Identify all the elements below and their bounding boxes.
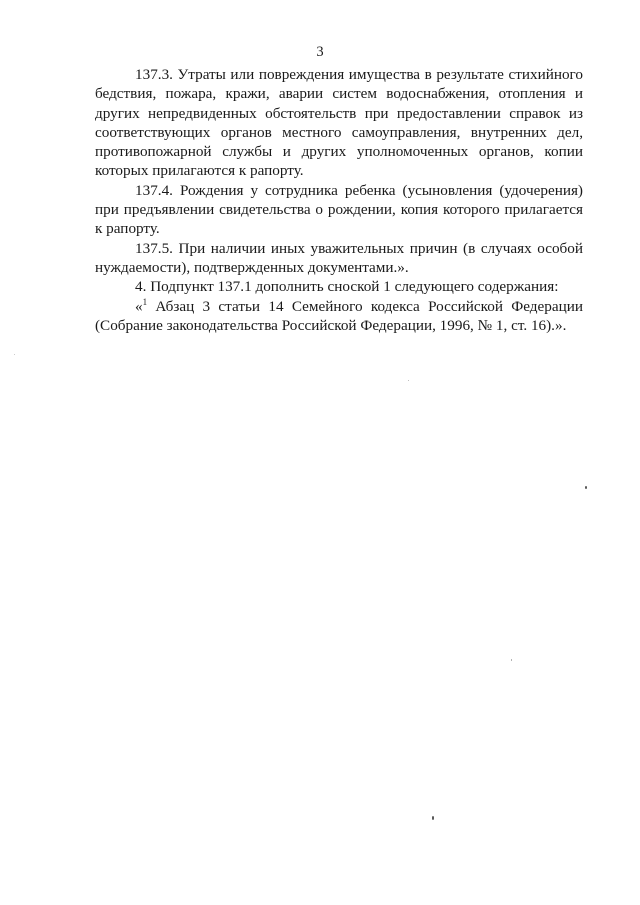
paragraph-amendment-4: 4. Подпункт 137.1 дополнить сноской 1 следующего содержания: bbox=[135, 278, 559, 296]
document-body bbox=[95, 65, 583, 335]
footnote-open-quote: « bbox=[135, 297, 143, 315]
paragraph-137-5: 137.5. При наличии иных уважительных причин (в случаях особой нуждаемости), подтвержденных документами.». bbox=[95, 239, 583, 276]
scan-speck bbox=[432, 816, 434, 820]
footnote-marker: 1 bbox=[142, 296, 148, 307]
scan-speck bbox=[511, 659, 512, 661]
footnote-paragraph bbox=[95, 297, 583, 336]
paragraph-137-4: 137.4. Рождения у сотрудника ребенка (усыновления (удочерения) при предъявлении свидетельства о рождении, копия которого прилагается к рапорту. bbox=[95, 181, 583, 238]
scan-speck bbox=[408, 380, 409, 381]
scan-speck bbox=[14, 354, 15, 355]
paragraph-137-3: 137.3. Утраты или повреждения имущества в результате стихийного бедствия, пожара, кражи, аварии систем водоснабжения, отопления и других непредвиденных обстоятельств при предоставлении справок из соответствующих органов местного самоуправления, внутренних дел, противопожарной службы и других уполномоченных органов, копии которых прилагаются к рапорту. bbox=[95, 66, 583, 180]
scan-speck bbox=[585, 486, 587, 489]
footnote-text: Абзац 3 статьи 14 Семейного кодекса Российской Федерации (Собрание законодательства Российской Федерации, 1996, № 1, ст. 16).». bbox=[95, 297, 583, 334]
page-number: 3 bbox=[316, 44, 324, 60]
